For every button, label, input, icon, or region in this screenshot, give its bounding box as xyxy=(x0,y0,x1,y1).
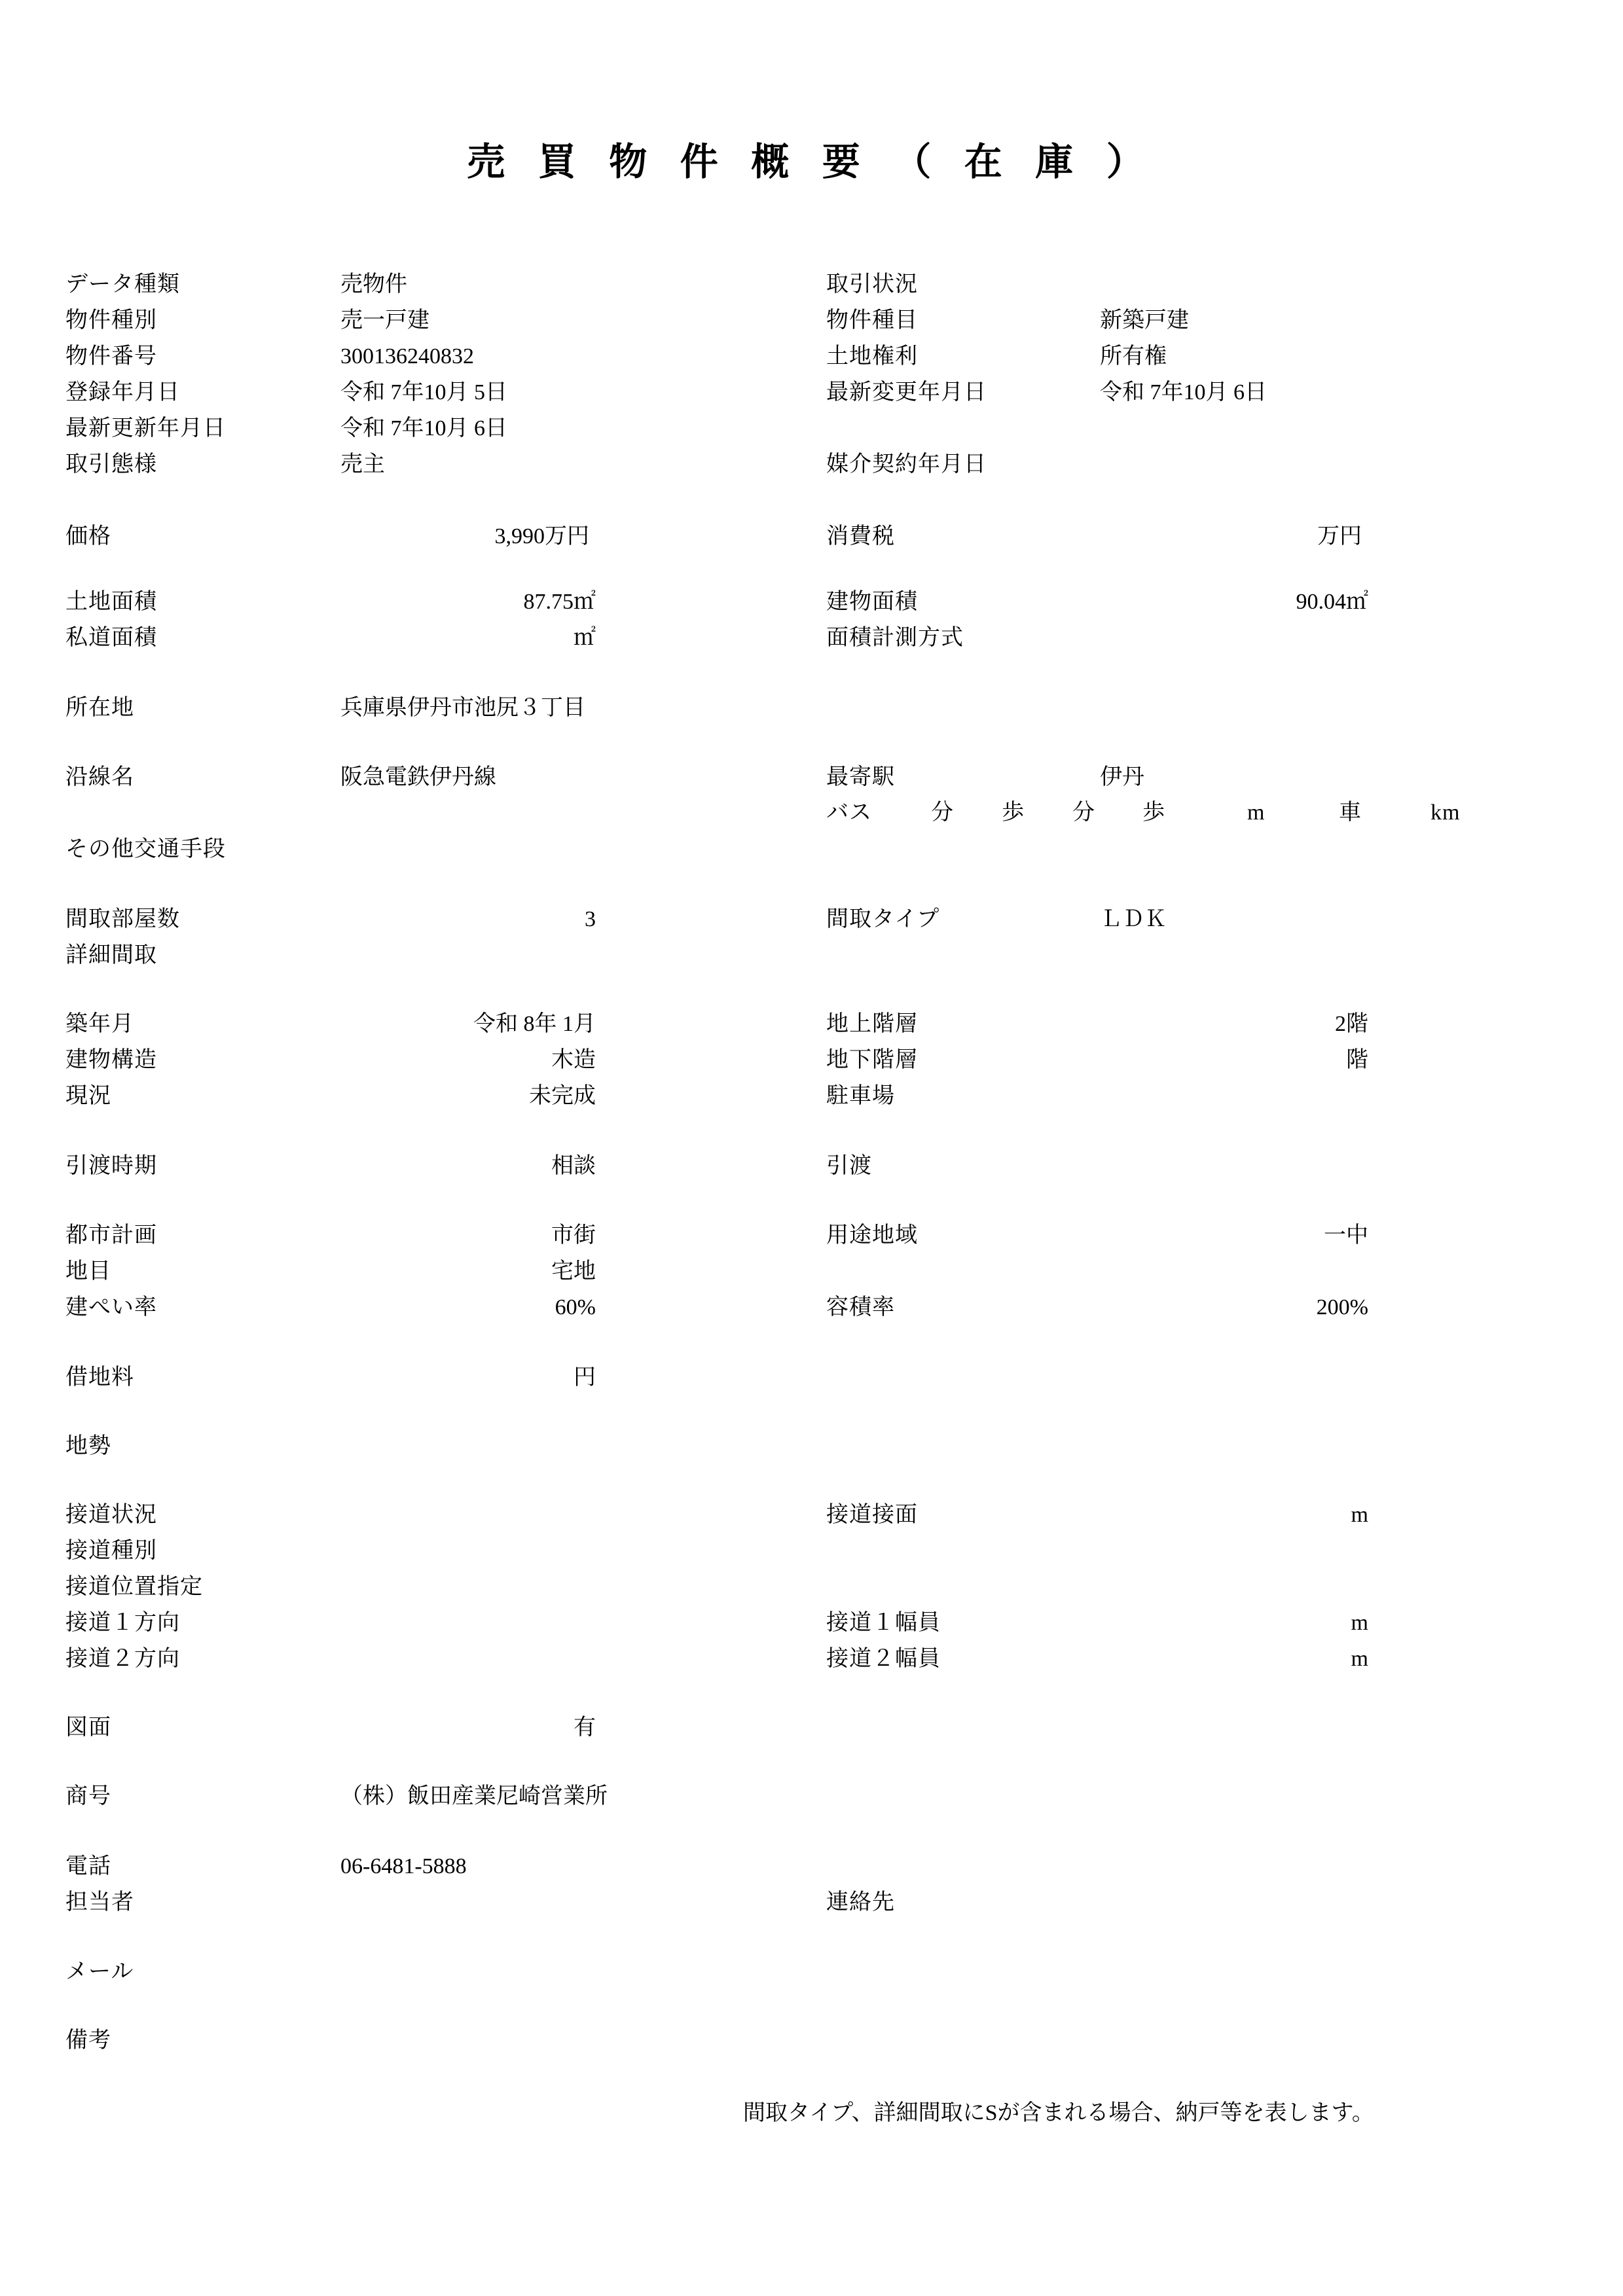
label-ground-floors: 地上階層 xyxy=(826,1012,918,1036)
value-property-type: 新築戸建 xyxy=(1100,308,1189,332)
value-register-date: 令和 7年10月 5日 xyxy=(340,380,507,404)
label-layout-detail: 詳細間取 xyxy=(65,943,157,967)
value-address: 兵庫県伊丹市池尻３丁目 xyxy=(340,696,585,720)
value-property-category: 売一戸建 xyxy=(340,308,429,332)
value-line: 阪急電鉄伊丹線 xyxy=(340,765,496,789)
label-building-area: 建物面積 xyxy=(826,590,918,614)
label-walk-meters: m xyxy=(1247,800,1266,825)
value-layout-type: ＬＤＫ xyxy=(1100,907,1167,931)
label-line: 沿線名 xyxy=(65,765,134,789)
label-station: 最寄駅 xyxy=(826,765,895,789)
label-property-category: 物件種別 xyxy=(65,308,157,332)
value-private-road-area: ㎡ xyxy=(574,626,596,650)
label-car-km: km xyxy=(1431,800,1461,825)
label-drawing: 図面 xyxy=(65,1715,111,1740)
label-floor-area-ratio: 容積率 xyxy=(826,1295,895,1319)
label-road-kind: 接道種別 xyxy=(65,1539,157,1563)
label-basement-floors: 地下階層 xyxy=(826,1048,918,1072)
label-other-transport: その他交通手段 xyxy=(65,837,226,861)
value-land-category: 宅地 xyxy=(551,1259,596,1283)
label-road-frontage: 接道接面 xyxy=(826,1503,918,1527)
value-company: （株）飯田産業尼崎営業所 xyxy=(340,1784,608,1808)
label-mediation-contract-date: 媒介契約年月日 xyxy=(826,452,987,476)
value-tax: 万円 xyxy=(1317,524,1362,548)
label-walk-2: 歩 xyxy=(1142,800,1165,825)
value-city-plan: 市街 xyxy=(551,1223,596,1247)
label-road1-direction: 接道１方向 xyxy=(65,1611,180,1635)
value-telephone: 06-6481-5888 xyxy=(340,1854,467,1878)
label-register-date: 登録年月日 xyxy=(65,380,180,404)
value-latest-update-date: 令和 7年10月 6日 xyxy=(340,416,507,440)
footer-note: 間取タイプ、詳細間取にSが含まれる場合、納戸等を表します。 xyxy=(743,2101,1374,2125)
value-transaction-form: 売主 xyxy=(340,452,385,476)
label-property-number: 物件番号 xyxy=(65,344,157,368)
value-station: 伊丹 xyxy=(1100,765,1144,789)
label-mail: メール xyxy=(65,1960,134,1984)
value-property-number: 300136240832 xyxy=(340,344,474,368)
value-land-area: 87.75㎡ xyxy=(523,590,596,614)
value-built-date: 令和 8年 1月 xyxy=(473,1012,596,1036)
label-address: 所在地 xyxy=(65,696,134,720)
unit-road1-width: m xyxy=(1351,1611,1368,1635)
label-bus-minutes: 分 xyxy=(931,800,954,825)
value-data-type: 売物件 xyxy=(340,272,407,296)
value-delivery-time: 相談 xyxy=(551,1154,596,1178)
label-delivery: 引渡 xyxy=(826,1154,872,1178)
label-walk-1: 歩 xyxy=(1002,800,1025,825)
label-transaction-form: 取引態様 xyxy=(65,452,157,476)
value-ground-floors: 2階 xyxy=(1335,1012,1368,1036)
label-private-road-area: 私道面積 xyxy=(65,626,157,650)
label-price: 価格 xyxy=(65,524,111,548)
label-contact: 連絡先 xyxy=(826,1890,895,1914)
label-land-rent: 借地料 xyxy=(65,1365,134,1390)
value-latest-change-date: 令和 7年10月 6日 xyxy=(1100,380,1267,404)
label-telephone: 電話 xyxy=(65,1854,111,1878)
label-property-type: 物件種目 xyxy=(826,308,918,332)
label-delivery-time: 引渡時期 xyxy=(65,1154,157,1178)
value-rooms: 3 xyxy=(585,907,596,931)
label-staff: 担当者 xyxy=(65,1890,134,1914)
label-topography: 地勢 xyxy=(65,1434,111,1458)
unit-road2-width: m xyxy=(1351,1647,1368,1671)
label-structure: 建物構造 xyxy=(65,1048,157,1072)
label-land-category: 地目 xyxy=(65,1259,111,1283)
label-latest-change-date: 最新変更年月日 xyxy=(826,380,987,404)
label-parking: 駐車場 xyxy=(826,1084,895,1108)
label-built-date: 築年月 xyxy=(65,1012,134,1036)
label-bus: バス xyxy=(826,800,872,825)
label-land-area: 土地面積 xyxy=(65,590,157,614)
label-area-measure-method: 面積計測方式 xyxy=(826,626,964,650)
label-road2-direction: 接道２方向 xyxy=(65,1647,180,1671)
value-building-area: 90.04㎡ xyxy=(1296,590,1368,614)
label-city-plan: 都市計画 xyxy=(65,1223,157,1247)
label-deal-status: 取引状況 xyxy=(826,272,918,296)
page-title: 売 買 物 件 概 要 （ 在 庫 ） xyxy=(467,141,1156,183)
label-walk-minutes: 分 xyxy=(1072,800,1095,825)
value-basement-floors: 階 xyxy=(1346,1048,1368,1072)
label-data-type: データ種類 xyxy=(65,272,180,296)
label-remarks: 備考 xyxy=(65,2028,111,2053)
unit-road-frontage: m xyxy=(1351,1503,1368,1527)
value-drawing: 有 xyxy=(574,1715,596,1740)
label-car: 車 xyxy=(1339,800,1362,825)
value-use-district: 一中 xyxy=(1324,1223,1368,1247)
value-floor-area-ratio: 200% xyxy=(1316,1295,1368,1319)
label-latest-update-date: 最新更新年月日 xyxy=(65,416,226,440)
label-road-position: 接道位置指定 xyxy=(65,1575,203,1599)
label-road2-width: 接道２幅員 xyxy=(826,1647,941,1671)
value-condition: 未完成 xyxy=(529,1084,596,1108)
value-building-coverage: 60% xyxy=(555,1295,596,1319)
label-building-coverage: 建ぺい率 xyxy=(65,1295,157,1319)
label-road-status: 接道状況 xyxy=(65,1503,157,1527)
value-land-right: 所有権 xyxy=(1100,344,1167,368)
value-land-rent: 円 xyxy=(574,1365,596,1390)
value-structure: 木造 xyxy=(551,1048,596,1072)
label-rooms: 間取部屋数 xyxy=(65,907,180,931)
label-company: 商号 xyxy=(65,1784,111,1808)
label-use-district: 用途地域 xyxy=(826,1223,918,1247)
label-tax: 消費税 xyxy=(826,524,895,548)
label-layout-type: 間取タイプ xyxy=(826,907,940,931)
label-land-right: 土地権利 xyxy=(826,344,918,368)
label-road1-width: 接道１幅員 xyxy=(826,1611,941,1635)
label-condition: 現況 xyxy=(65,1084,111,1108)
value-price: 3,990万円 xyxy=(494,524,589,548)
